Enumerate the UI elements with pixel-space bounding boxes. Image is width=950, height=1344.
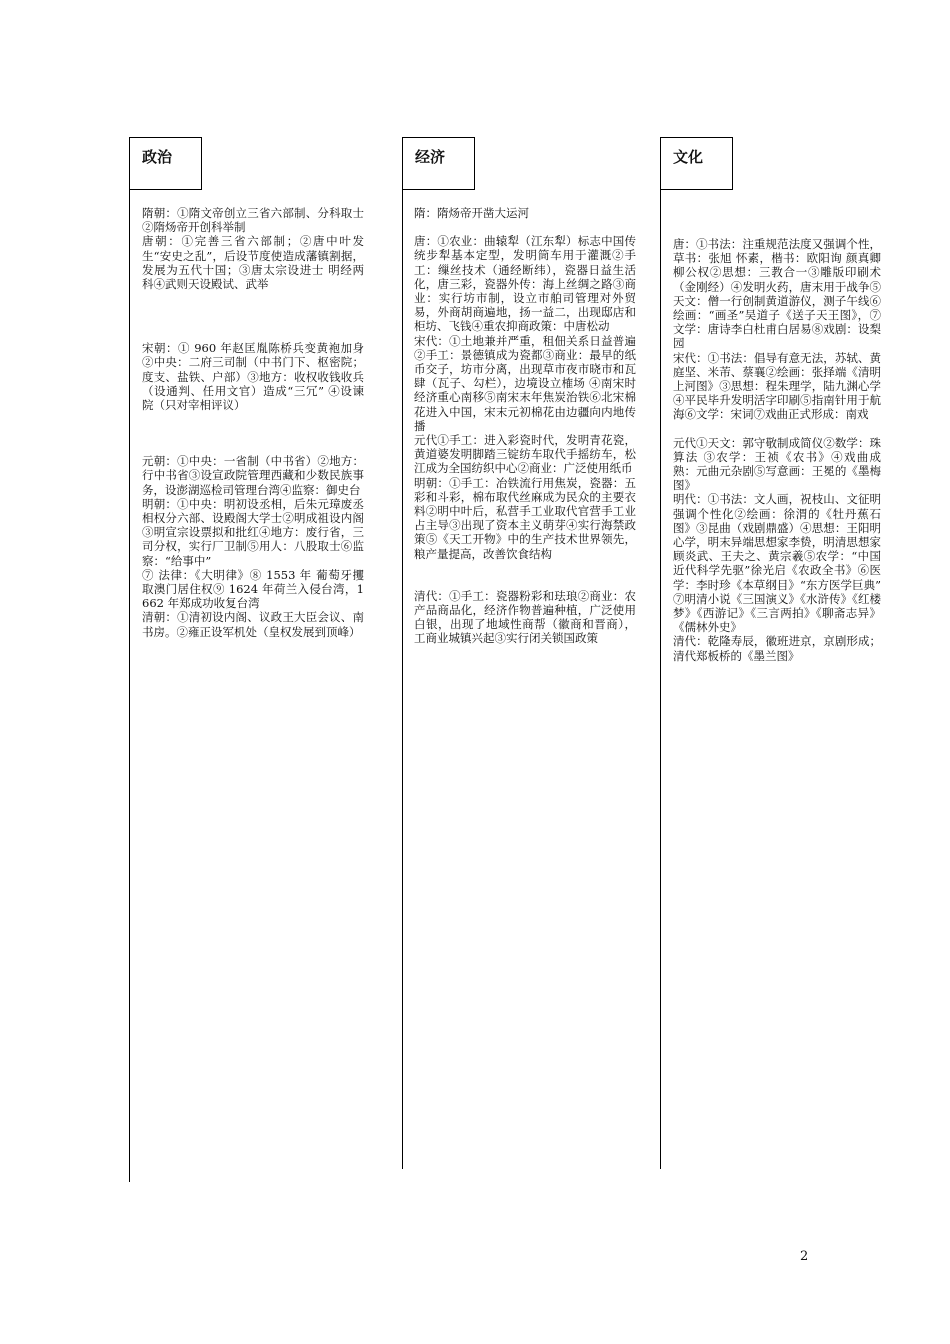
economy-qing: 清代：①手工：瓷器粉彩和珐琅②商业：农产品商品化，经济作物普遍种植，广泛使用白银，出现了地域性商帮（徽商和晋商），工商业城镇兴起③实行闭关锁国政策 <box>414 588 636 646</box>
column-divider-culture <box>660 137 661 1169</box>
culture-qing: 清代：乾隆寿辰，徽班进京，京剧形成；清代郑板桥的《墨兰图》 <box>673 634 881 663</box>
column-divider-economy <box>402 137 403 1169</box>
culture-yuan: 元代①天文：郭守敬制成简仪②数学：珠算法 ③农学：王祯《农书》④戏曲成熟：元曲元杂剧⑤写意画：王冕的《墨梅图》 <box>673 435 881 493</box>
culture-song: 宋代：①书法：倡导有意无法，苏轼、黄庭坚、米芾、蔡襄②绘画：张择端《清明上河图》③思想：程朱理学，陆九渊心学④平民毕升发明活字印刷⑤指南针用于航海⑥文学：宋词⑦戏曲正式形成：南戏 <box>673 350 881 422</box>
politics-qing: 清朝：①清初设内阁、议政王大臣会议、南书房。②雍正设军机处（皇权发展到顶峰） <box>142 610 364 639</box>
header-economy: 经济 <box>402 137 475 190</box>
page-number: 2 <box>800 1249 809 1264</box>
politics-ming-cont: ⑦ 法律：《大明律》⑧ 1553 年 葡萄牙攫取澳门居住权⑨ 1624 年荷兰入侵台湾，1662 年郑成功收复台湾 <box>142 567 364 611</box>
column-politics <box>142 206 364 639</box>
column-culture <box>673 237 881 663</box>
header-politics: 政治 <box>129 137 202 190</box>
economy-ming: 明朝：①手工：冶铁流行用焦炭，瓷器：五彩和斗彩，棉布取代丝麻成为民众的主要衣料②明中叶后，私营手工业取代官营手工业占主导③出现了资本主义萌芽④实行海禁政策⑤《天工开物》中的生产技术世界领先，粮产量提高，改善饮食结构 <box>414 475 636 561</box>
culture-ming: 明代：①书法：文人画，祝枝山、文征明强调个性化②绘画：徐渭的《牡丹蕉石图》③昆曲（戏剧鼎盛）④思想：王阳明心学，明末异端思想家李贽，明清思想家顾炎武、王夫之、黄宗羲⑤农学：“中国近代科学先驱”徐光启《农政全书》⑥医学：李时珍《本草纲目》“东方医学巨典” ⑦明清小说《三国演义》《水浒传》《红楼梦》《西游记》《三言两拍》《聊斋志异》《儒林外史》 <box>673 492 881 635</box>
economy-sui: 隋：隋炀帝开凿大运河 <box>414 206 529 220</box>
politics-yuan: 元朝：①中央：一省制（中书省）②地方：行中书省③设宣政院管理西藏和少数民族事务，设澎湖巡检司管理台湾④监察：御史台 <box>142 454 364 497</box>
politics-tang: 唐朝：①完善三省六部制；②唐中叶发生“安史之乱”，后设节度使造成藩镇割据，发展为五代十国；③唐太宗设进士 明经两科④武则天设殿试、武举 <box>142 234 364 292</box>
economy-yuan: 元代①手工：进入彩瓷时代，发明青花瓷，黄道婆发明脚踏三锭纺车取代手摇纺车，松江成为全国纺织中心②商业：广泛使用纸币 <box>414 433 636 476</box>
economy-tang: 唐：①农业：曲辕犁（江东犁）标志中国传统步犁基本定型，发明筒车用于灌溉②手工：缫丝技术（通经断纬），瓷器日益生活化，唐三彩，瓷器外传：海上丝绸之路③商业：实行坊市制，设立市舶司管理对外贸易，外商胡商遍地，扬一益二，出现邸店和柜坊、飞钱④重农抑商政策：中唐松动 <box>414 234 636 334</box>
politics-song: 宋朝：① 960 年赵匡胤陈桥兵变黄袍加身②中央：二府三司制（中书门下、枢密院；度支、盐铁、户部）③地方：收权收钱收兵（设通判、任用文官）造成“三冗” ④设谏院（只对宰相评议） <box>142 341 364 413</box>
column-divider-politics <box>129 137 130 1182</box>
culture-tang: 唐：①书法：注重规范法度又强调个性，草书：张旭 怀素，楷书：欧阳询 颜真卿 柳公权②思想：三教合一③雕版印刷术（金刚经）④发明火药，唐末用于战争⑤天文：僧一行创制黄道游仪，测子午线⑥绘画：“画圣”吴道子《送子天王图》，⑦文学：唐诗李白杜甫白居易⑧戏剧：设梨园 <box>673 237 881 351</box>
header-culture: 文化 <box>660 137 733 190</box>
economy-song: 宋代：①土地兼并严重，租佃关系日益普遍②手工：景德镇成为瓷都③商业：最早的纸币交子，坊市分离，出现草市夜市晓市和瓦肆（瓦子、勾栏），边境设立榷场 ④南宋时经济重心南移⑤南宋末年焦炭治铁⑥北宋棉花进入中国，宋末元初棉花由边疆向内地传播 <box>414 333 636 433</box>
column-economy <box>414 206 636 646</box>
politics-ming: 明朝：①中央：明初设丞相，后朱元璋废丞相权分六部、设殿阁大学士②明成祖设内阁③明宣宗设票拟和批红④地方：废行省，三司分权，实行厂卫制⑤用人：八股取士⑥监察：“给事中” <box>142 496 364 568</box>
politics-sui: 隋朝：①隋文帝创立三省六部制、分科取士 ②隋炀帝开创科举制 <box>142 206 364 235</box>
